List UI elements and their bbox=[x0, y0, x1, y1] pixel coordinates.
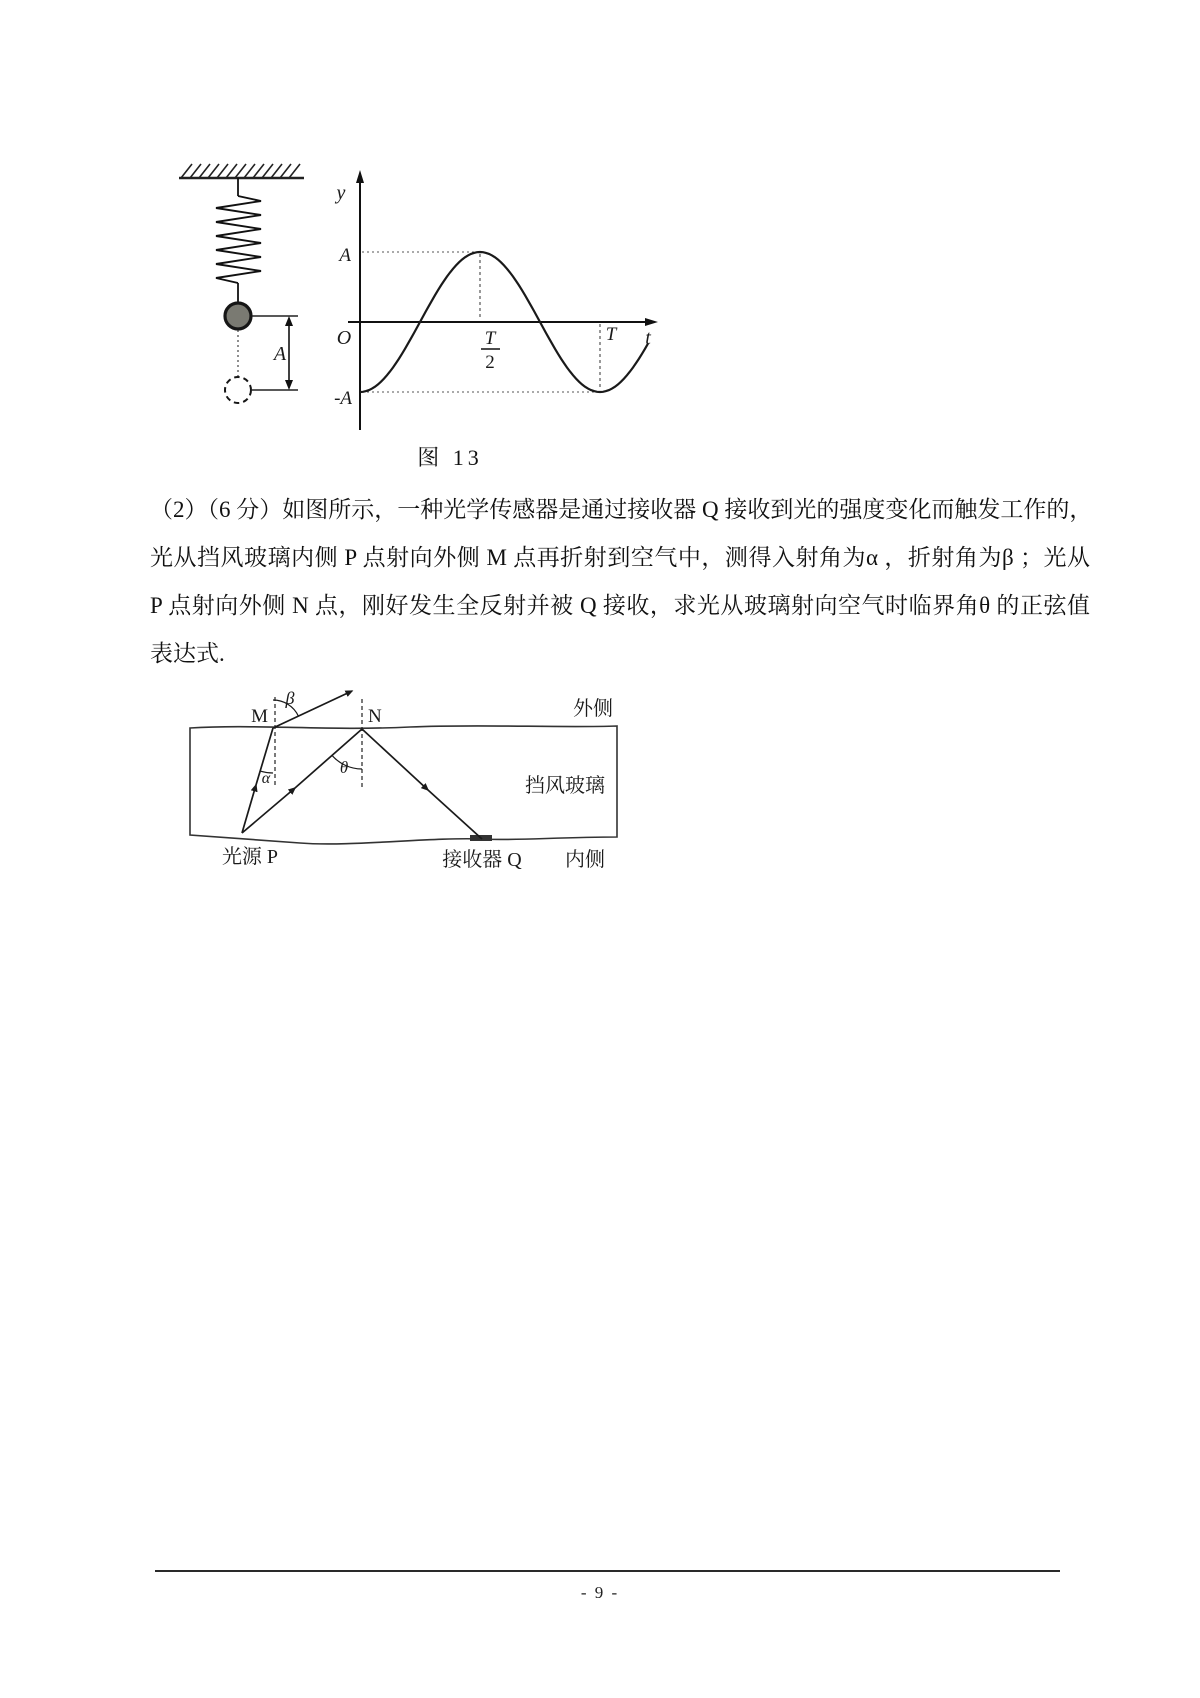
ray-P-to-M bbox=[242, 785, 256, 833]
inside-label: 内侧 bbox=[565, 849, 605, 871]
ray-N-to-Q bbox=[362, 729, 428, 790]
problem-line-4: 表达式. bbox=[150, 641, 225, 666]
theta-label: θ bbox=[339, 758, 349, 777]
mass-ball bbox=[225, 303, 251, 329]
point-M-label: M bbox=[251, 706, 268, 727]
ray-P-to-N bbox=[242, 788, 295, 833]
problem-line-1: （2）（6 分）如图所示，一种光学传感器是通过接收器 Q 接收到光的强度变化而触发工作的， bbox=[150, 497, 1093, 522]
svg-text:2: 2 bbox=[485, 352, 495, 373]
svg-text:T: T bbox=[484, 328, 496, 349]
refraction-diagram bbox=[175, 680, 640, 876]
outside-label: 外侧 bbox=[573, 698, 613, 720]
t-axis-label: t bbox=[645, 327, 651, 349]
beta-label: β bbox=[285, 688, 295, 708]
amplitude-top-label: A bbox=[339, 245, 351, 266]
half-period-tick-label bbox=[481, 328, 500, 373]
receiver-label: 接收器 Q bbox=[442, 849, 522, 871]
problem-text bbox=[150, 486, 1093, 678]
problem-line-3: P 点射向外侧 N 点，刚好发生全反射并被 Q 接收，求光从玻璃射向空气时临界角θ 的正弦值 bbox=[150, 593, 1090, 618]
point-N-label: N bbox=[368, 706, 382, 727]
spring-mass-figure bbox=[170, 148, 310, 410]
footer-rule bbox=[155, 1570, 1060, 1572]
y-axis-label: y bbox=[336, 182, 346, 204]
mass-ball-lowest-dashed bbox=[225, 377, 251, 403]
axes bbox=[348, 170, 658, 430]
amplitude-arrow bbox=[285, 316, 293, 390]
problem-line-2: 光从挡风玻璃内侧 P 点射向外侧 M 点再折射到空气中，测得入射角为α ，折射角为β ；光从 bbox=[150, 545, 1090, 570]
ray-N-to-Q-2 bbox=[428, 790, 482, 839]
windshield-glass-label: 挡风玻璃 bbox=[525, 775, 605, 797]
period-tick-label: T bbox=[605, 324, 617, 345]
spring-coil bbox=[216, 196, 261, 283]
amplitude-bottom-label: -A bbox=[334, 388, 352, 409]
alpha-label: α bbox=[261, 770, 271, 787]
amplitude-label: A bbox=[273, 343, 287, 365]
ceiling-hatch bbox=[179, 164, 304, 178]
oscillation-graph bbox=[330, 160, 670, 438]
figure-caption: 图 13 bbox=[417, 445, 483, 470]
ray-P-to-N-2 bbox=[295, 729, 362, 788]
page-number: - 9 - bbox=[580, 1583, 620, 1602]
light-source-label: 光源 P bbox=[221, 846, 279, 868]
origin-label: O bbox=[336, 327, 352, 349]
